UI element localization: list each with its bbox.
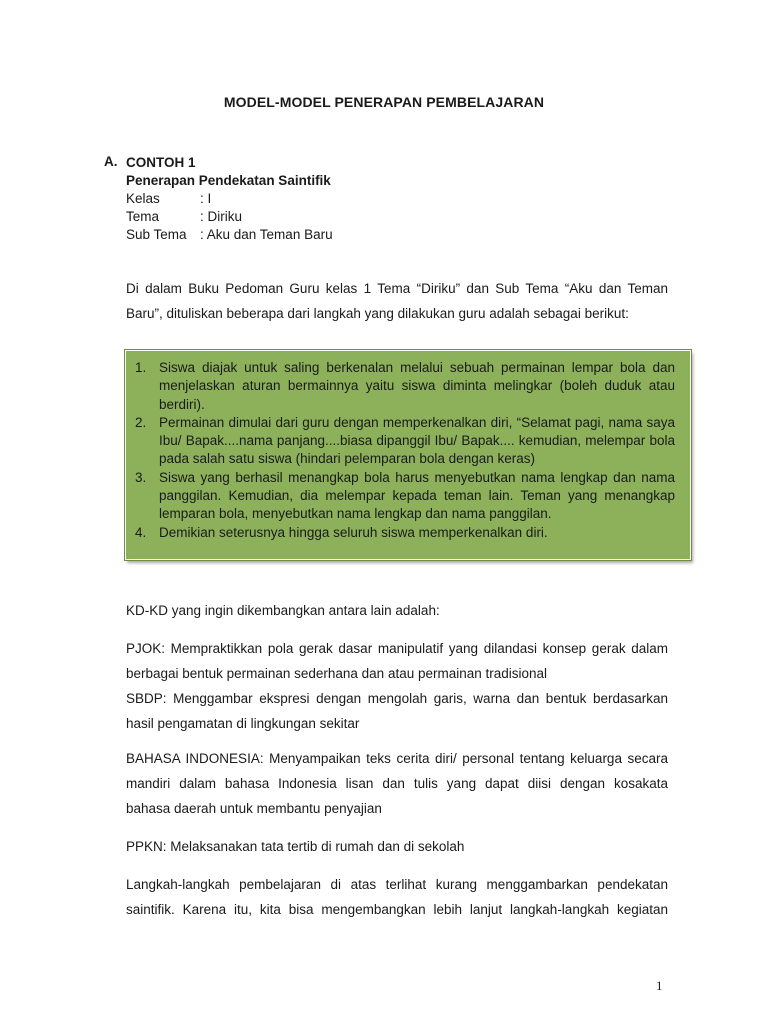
- kd-sbdp: [126, 686, 668, 736]
- field-label: Kelas: [126, 191, 160, 206]
- list-item: [135, 469, 675, 524]
- closing-line: Langkah-langkah pembelajaran di atas terlihat kurang menggambarkan pendekatan: [126, 877, 668, 892]
- field-tema: [126, 208, 333, 226]
- field-value: : Aku dan Teman Baru: [200, 227, 333, 242]
- page-number: 1: [656, 978, 663, 993]
- intro-line: Di dalam Buku Pedoman Guru kelas 1 Tema “Diriku” dan Sub Tema “Aku dan Teman: [126, 281, 668, 296]
- intro-line: Baru”, dituliskan beberapa dari langkah yang dilakukan guru adalah sebagai berikut:: [126, 306, 629, 321]
- list-item: [135, 359, 675, 414]
- kd-ppkn: PPKN: Melaksanakan tata tertib di rumah dan di sekolah: [126, 839, 465, 854]
- section-heading: CONTOH 1: [126, 155, 196, 170]
- step-number: 1.: [135, 360, 147, 375]
- step-text: Permainan dimulai dari guru dengan memperkenalkan diri, “Selamat pagi, nama saya Ibu/ Bapak....nama panjang....biasa dipanggil Ibu/ Bapak.... kemudian, melempar bola pada salah satu siswa (hindari pelemparan bola dengan keras): [159, 414, 675, 467]
- kd-pjok: [126, 636, 668, 686]
- section-letter: A.: [104, 154, 118, 169]
- closing-line: saintifik. Karena itu, kita bisa mengembangkan lebih lanjut langkah-langkah kegiatan: [126, 902, 668, 917]
- field-label: Sub Tema: [126, 227, 187, 242]
- section-subheading: Penerapan Pendekatan Saintifik: [126, 173, 331, 188]
- steps-list: [135, 359, 675, 542]
- step-text: Demikian seterusnya hingga seluruh siswa memperkenalkan diri.: [159, 524, 548, 540]
- field-kelas: [126, 190, 333, 208]
- step-text: Siswa diajak untuk saling berkenalan melalui sebuah permainan lempar bola dan menjelaskan aturan bermainnya yaitu siswa diminta melingkar (boleh duduk atau berdiri).: [159, 360, 675, 412]
- intro-paragraph: [126, 276, 668, 326]
- field-value: : I: [200, 191, 212, 206]
- kd-line: PJOK: Mempraktikkan pola gerak dasar manipulatif yang dilandasi konsep gerak dalam: [126, 641, 668, 656]
- kd-line: BAHASA INDONESIA: Menyampaikan teks cerita diri/ personal tentang keluarga secara: [126, 751, 668, 766]
- steps-box: [125, 350, 691, 560]
- list-item: [135, 414, 675, 469]
- kd-bahasa: [126, 746, 668, 821]
- step-number: 3.: [135, 469, 147, 485]
- list-item: [135, 524, 675, 542]
- kd-line: mandiri dalam bahasa Indonesia lisan dan tulis yang dapat diisi dengan kosakata: [126, 776, 668, 791]
- kd-line: bahasa daerah untuk membantu penyajian: [126, 801, 382, 816]
- section-header: [126, 154, 333, 244]
- kd-intro: KD-KD yang ingin dikembangkan antara lain adalah:: [126, 603, 440, 618]
- kd-line: hasil pengamatan di lingkungan sekitar: [126, 716, 360, 731]
- field-value: : Diriku: [200, 209, 243, 224]
- kd-line: SBDP: Menggambar ekspresi dengan mengolah garis, warna dan bentuk berdasarkan: [126, 691, 668, 706]
- step-text: Siswa yang berhasil menangkap bola harus menyebutkan nama lengkap dan nama panggilan. Kemudian, dia melempar kepada teman lain. Teman yang menangkap lemparan bola, menyebutkan nama lengkap dan nama panggilan.: [159, 469, 675, 522]
- closing-paragraph: [126, 872, 668, 922]
- kd-line: berbagai bentuk permainan sederhana dan atau permainan tradisional: [126, 666, 548, 681]
- field-label: Tema: [126, 209, 160, 224]
- page-title: MODEL-MODEL PENERAPAN PEMBELAJARAN: [223, 94, 545, 110]
- step-number: 4.: [135, 524, 147, 540]
- field-sub-tema: [126, 226, 333, 244]
- step-number: 2.: [135, 414, 147, 430]
